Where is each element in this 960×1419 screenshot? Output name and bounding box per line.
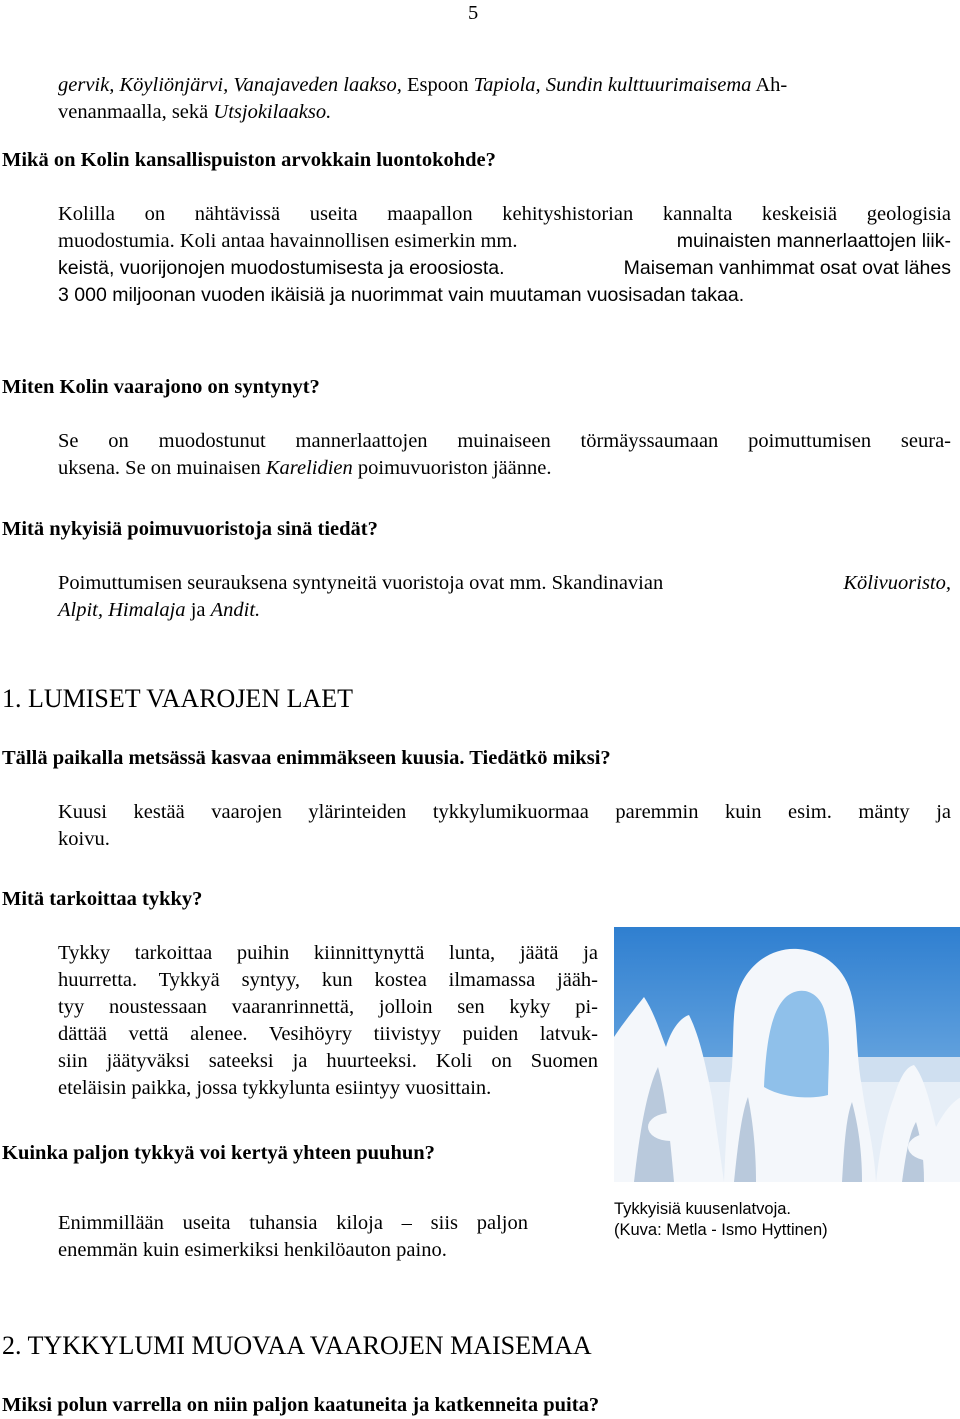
answer-text: Maiseman vanhimmat osat ovat lähes	[623, 257, 951, 279]
answer-6-line-1: Enimmillään useita tuhansia kiloja – siis paljon	[58, 1212, 528, 1234]
answer-5-line-2: huurretta. Tykkyä syntyy, kun kostea ilmamassa jääh-	[58, 969, 598, 991]
answer-5-line-1: Tykky tarkoittaa puihin kiinnittynyttä lunta, jäätä ja	[58, 942, 598, 964]
answer-4-line-2: koivu.	[58, 828, 110, 850]
answer-5-line-5: siin jäätyväksi sateeksi ja huurteeksi. Koli on Suomen	[58, 1050, 598, 1072]
place-name: gervik,	[58, 74, 115, 96]
question-4: Tällä paikalla metsässä kasvaa enimmäkseen kuusia. Tiedätkö miksi?	[2, 747, 611, 769]
answer-text: muinaisten mannerlaattojen liik-	[676, 230, 951, 252]
answer-text: keistä, vuorijonojen muodostumisesta ja eroosiosta.	[58, 257, 505, 279]
answer-6-line-2: enemmän kuin esimerkiksi henkilöauton paino.	[58, 1239, 447, 1261]
answer-2-line-2	[58, 455, 951, 482]
question-7: Miksi polun varrella on niin paljon kaatuneita ja katkenneita puita?	[2, 1394, 600, 1416]
question-6: Kuinka paljon tykkyä voi kertyä yhteen puuhun?	[2, 1142, 435, 1164]
caption-line-1: Tykkyisiä kuusenlatvoja.	[614, 1200, 791, 1218]
answer-1-line-3	[58, 255, 951, 282]
answer-text: Poimuttumisen seurauksena syntyneitä vuoristoja ovat mm. Skandinavian	[58, 572, 664, 594]
place-name: Vanajaveden laakso,	[233, 74, 402, 96]
answer-4-line-1: Kuusi kestää vaarojen ylärinteiden tykkylumikuormaa paremmin kuin esim. mänty ja	[58, 801, 951, 823]
answer-2	[58, 428, 951, 482]
answer-5-line-4: dättää vettä alenee. Vesihöyry tiivistyy puiden latvuk-	[58, 1023, 598, 1045]
answer-text: muodostumia. Koli antaa havainnollisen esimerkin mm.	[58, 230, 518, 252]
answer-6	[58, 1210, 528, 1264]
mountain-name: Himalaja	[108, 599, 186, 621]
caption-line-2: (Kuva: Metla - Ismo Hyttinen)	[614, 1221, 828, 1239]
section-heading-1: 1. LUMISET VAAROJEN LAET	[2, 684, 354, 713]
section-heading-2: 2. TYKKYLUMI MUOVAA VAAROJEN MAISEMAA	[2, 1331, 592, 1360]
answer-4	[58, 799, 951, 853]
place-name: Köyliönjärvi,	[119, 74, 229, 96]
place-name: Tapiola,	[473, 74, 541, 96]
text-fragment: venanmaalla, sekä	[58, 101, 209, 123]
text-fragment: Ah-	[755, 74, 788, 96]
question-1: Mikä on Kolin kansallispuiston arvokkain luontokohde?	[2, 149, 496, 171]
mountain-name: Alpit,	[58, 599, 103, 621]
answer-1-line-2	[58, 228, 951, 255]
place-name: Sundin kulttuurimaisema	[545, 74, 752, 96]
question-3: Mitä nykyisiä poimuvuoristoja sinä tiedät?	[2, 518, 378, 540]
place-name: Espoon	[407, 74, 469, 96]
snowy-spruce-illustration	[614, 927, 960, 1182]
snowy-spruce-photo	[614, 927, 960, 1182]
intro-paragraph	[58, 72, 951, 126]
mountain-name: Andit.	[210, 599, 261, 621]
question-2: Miten Kolin vaarajono on syntynyt?	[2, 376, 320, 398]
answer-text: poimuvuoriston jäänne.	[357, 457, 552, 479]
place-name: Utsjokilaakso.	[213, 101, 332, 123]
intro-line-1	[58, 72, 951, 99]
answer-text: uksena. Se on muinaisen	[58, 457, 261, 479]
answer-1	[58, 201, 951, 309]
answer-5-line-6: eteläisin paikka, jossa tykkylunta esiintyy vuosittain.	[58, 1077, 492, 1099]
answer-3-line-2	[58, 597, 951, 624]
answer-1-line-4: 3 000 miljoonan vuoden ikäisiä ja nuorimmat vain muutaman vuosisadan takaa.	[58, 284, 745, 306]
answer-5-line-3: tyy noustessaan vaaranrinnettä, jolloin sen kyky pi-	[58, 996, 598, 1018]
intro-line-2	[58, 99, 951, 126]
answer-5	[58, 940, 598, 1102]
answer-3-line-1	[58, 570, 951, 597]
page-number: 5	[468, 2, 479, 24]
question-5: Mitä tarkoittaa tykky?	[2, 888, 203, 910]
answer-2-line-1: Se on muodostunut mannerlaattojen muinaiseen törmäyssaumaan poimuttumisen seura-	[58, 430, 951, 452]
answer-text: Kölivuoristo,	[843, 572, 951, 594]
photo-caption	[614, 1199, 828, 1241]
answer-1-line-1: Kolilla on nähtävissä useita maapallon kehityshistorian kannalta keskeisiä geologisia	[58, 203, 951, 225]
answer-3	[58, 570, 951, 624]
answer-text: Karelidien	[265, 457, 353, 479]
answer-text: ja	[190, 599, 206, 621]
